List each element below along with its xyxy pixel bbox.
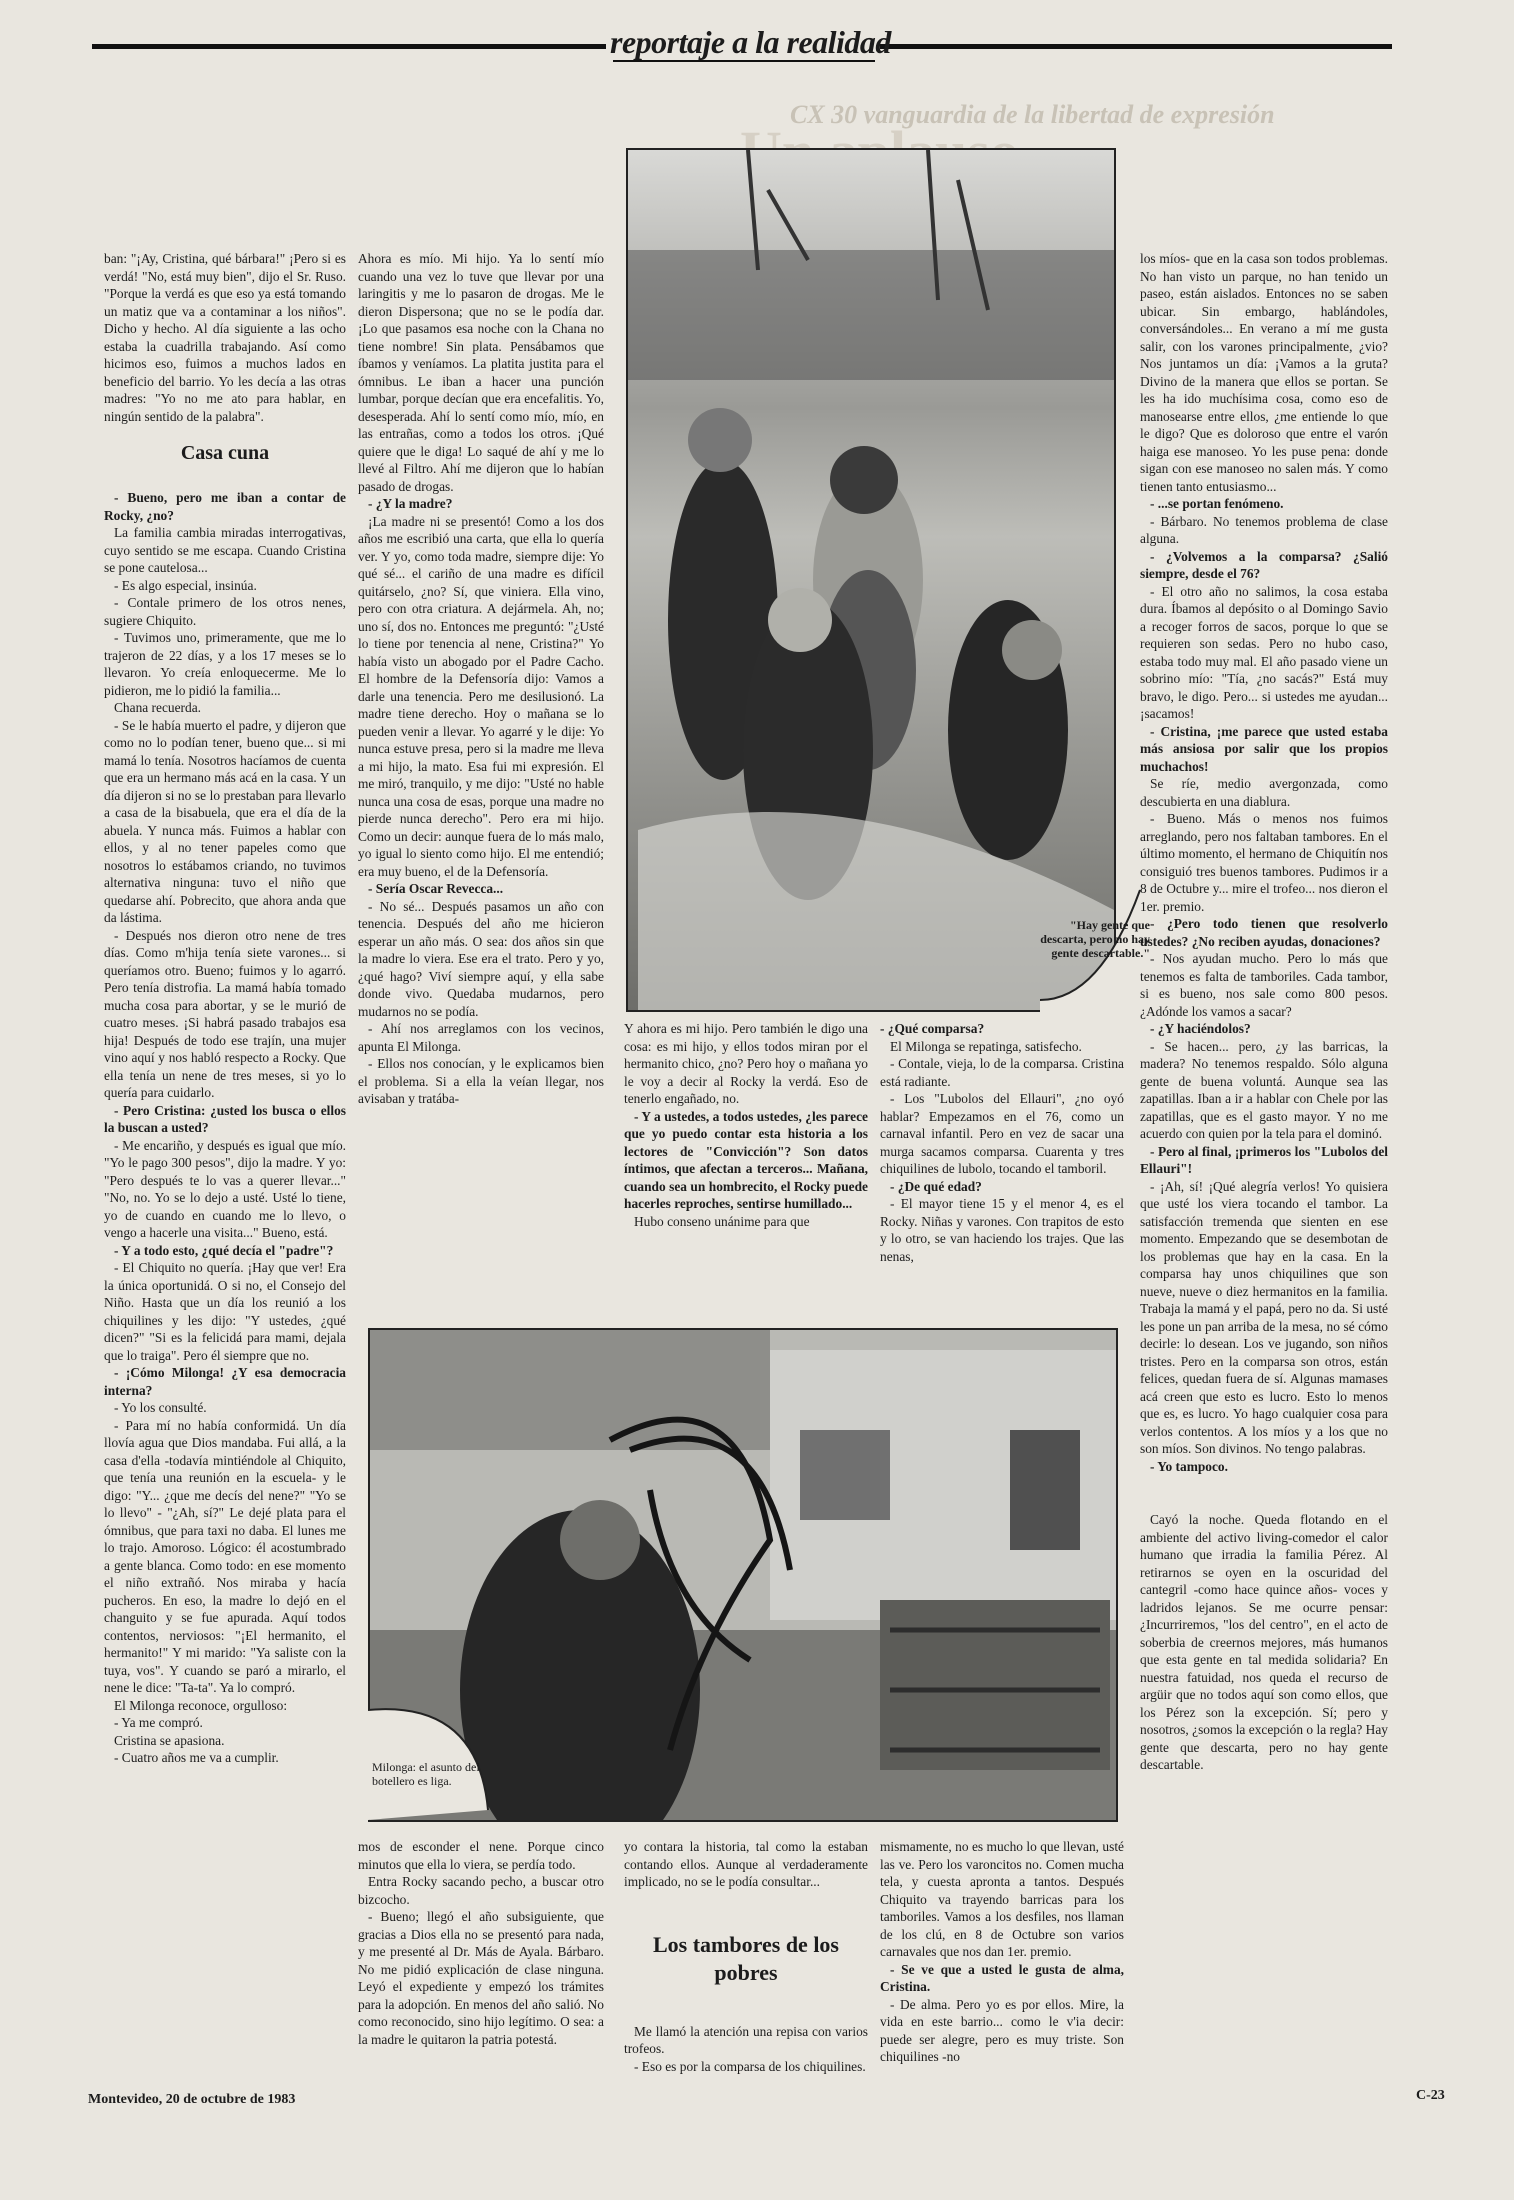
- paragraph: Se ríe, medio avergonzada, como descubierta en una diablura.: [1140, 776, 1388, 809]
- footer-date: Montevideo, 20 de octubre de 1983: [88, 2092, 296, 2107]
- paragraph: - Ya me compró.: [114, 1715, 203, 1730]
- photo-children-caption: "Hay gente que descarta, pero no hay gente descartable.": [1040, 918, 1150, 960]
- question: - ...se portan fenómeno.: [1150, 496, 1284, 511]
- paragraph: - No sé... Después pasamos un año con tenencia. Después del año me hicieron esperar un año más. O sea: dos años sin que la madre lo viera. Ese era el trato. Pero y yo, ¿qué hago? Viví siempre aquí, y ella sabe donde vivo. Quedaba mudarnos, pero mudarnos no se podía.: [358, 898, 604, 1019]
- paragraph: - Bueno. Más o menos nos fuimos arreglando, pero nos faltaban tambores. En el último momento, el hermano de Chiquitín nos consiguió tres buenos tambores. Pudimos ir a 8 de Octubre y... mire el trofeo... nos dieron el 1er. premio.: [1140, 811, 1388, 914]
- question: - Yo tampoco.: [1150, 1458, 1228, 1474]
- photo-milonga-caption: Milonga: el asunto del botellero es liga.: [372, 1760, 480, 1788]
- closing-paragraph: Cayó la noche. Queda flotando en el ambiente del activo living-comedor el calor humano que irradia la familia Pérez. Al retirarnos se oyen en la oscuridad del cantegril -como hace quince años- voces y ladridos lejanos. Se me ocurre pensar: ¿Incurriremos, "los del centro", en el acto de soberbia de creernos mejores, más humanos que esta gente en tal medida solidaria? En nuestra fatuidad, nos queda el recurso de argüir que no todos aquí son como ellos, que los Pérez son la excepción. Sí; pero y nosotros, ¿somos la excepción o la regla? Hay gente que descarta, pero no hay gente descartable.: [1140, 1512, 1388, 1772]
- paragraph: yo contara la historia, tal como la estaban contando ellos. Aunque al verdaderamente implicado, no se le podía consultar...: [624, 1839, 868, 1889]
- paragraph: - Cuatro años me va a cumplir.: [114, 1750, 279, 1765]
- paragraph: - Me encariño, y después es igual que mío. "Yo le pago 300 pesos", dijo la madre. Y yo: "Pero después te lo vas a querer llevar..." "No, no. Yo se lo dejo a usté. Usté lo tiene, yo de cuando en cuando me lo llevo, o vengo a hacerle una visita..." Bueno, está.: [104, 1137, 346, 1240]
- caption-bubble-2: [368, 1690, 508, 1820]
- paragraph: - Ellos nos conocían, y le explicamos bien el problema. Si a ella la veían llegar, nos avisaban y tratába-: [358, 1056, 604, 1106]
- paragraph: - Ahí nos arreglamos con los vecinos, apunta El Milonga.: [358, 1021, 604, 1054]
- column-3-bottom: [624, 1838, 868, 2075]
- paragraph: los míos- que en la casa son todos problemas. No han visto un parque, no han tenido un paseo, están aislados. Entonces no se saben ubicar. Sin embargo, hablándoles, conversándoles... En verano a mí me gusta salir, con los varones principalmente, ¿vio? Nos juntamos un día: ¡Vamos a la gruta? Divino de la manera que ellos se portan. Se les ha ido muchísima cosa, como eso de manosearse entre ellos, ¿me entiende lo que le digo? Que es doloroso que entre el varón haiga ese manoseo. Yo les puse pena: donde sigan con ese manoseo no salen más. Y como tienen tanto entusiasmo...: [1140, 251, 1388, 494]
- column-1: [104, 250, 346, 1767]
- paragraph: - El mayor tiene 15 y el menor 4, es el Rocky. Niñas y varones. Con trapitos de esto y lo otro, se van haciendo los trajes. Que las nenas,: [880, 1196, 1124, 1264]
- bleed-through-line1: CX 30 vanguardia de la libertad de expresión: [790, 100, 1275, 129]
- question: - ¿Y la madre?: [368, 496, 453, 511]
- paragraph: Cristina se apasiona.: [114, 1732, 225, 1748]
- question: - ¿De qué edad?: [890, 1178, 982, 1194]
- question: - ¿Pero todo tienen que resolverlo ustedes? ¿No reciben ayudas, donaciones?: [1140, 916, 1388, 949]
- paragraph: - Es algo especial, insinúa.: [114, 577, 257, 593]
- paragraph: Y ahora es mi hijo. Pero también le digo una cosa: es mi hijo, y ellos todos miran por el hermanito chico, ¿no? Pero hoy o mañana yo le voy a decir al Rocky la verdá. Eso de tenerlo engañado, no.: [624, 1021, 868, 1106]
- paragraph: Me llamó la atención una repisa con varios trofeos.: [624, 2023, 868, 2056]
- paragraph: ban: "¡Ay, Cristina, qué bárbara!" ¡Pero si es verdá! "No, está muy bien", dijo el Sr. Ruso. "Porque la verdá es que eso ya está tomando un matiz que va a contaminar a los niños". Dicho y hecho. Al día siguiente a las ocho estaba la cuadrilla trabajando. Así como hicimos eso, fuimos a muchos lados en beneficio del barrio. Yo les decía a las otras madres: "Yo no me ato para hablar, en ningún sentido de la palabra".: [104, 251, 346, 424]
- paragraph: - Se hacen... pero, ¿y las barricas, la madera? No tenemos respaldo. Sólo alguna gente de buena voluntá. Aunque sea las zapatillas. Iban a ir a hablar con Chele por las zapatillas, que es el gasto mayor. Y no me acuerdo con quien por la tela para el dominó.: [1140, 1038, 1388, 1141]
- header-rule-right: [880, 44, 1392, 49]
- question: - Sería Oscar Revecca...: [368, 881, 504, 896]
- column-5: [1140, 250, 1388, 1774]
- paragraph: Ahora es mío. Mi hijo. Ya lo sentí mío cuando una vez lo tuve que llevar por una laringitis y me lo pasaron de drogas. Me le dieron Dispersona; que no se le podía dar. ¡Lo que pasamos esa noche con la Chana no tiene nombre! Sin plata. Pensábamos que íbamos y veníamos. La platita justita para el ómnibus. Le iban a hacer una punción lumbar, porque decían que era encefalitis. Yo, desesperada. Ahí lo sentí como mío, mío, en las entrañas, como a todos los otros. ¡Qué quiere que le diga! Lo saqué de ahí y me lo llevé al Filtro. Ahí me dijeron que lo habían pasado de drogas.: [358, 251, 604, 494]
- question: - Bueno, pero me iban a contar de Rocky, ¿no?: [104, 490, 346, 523]
- column-2-bottom: [358, 1838, 604, 2048]
- paragraph: - Después nos dieron otro nene de tres días. Como m'hija tenía siete varones... si queríamos otro. Bueno; fuimos y lo agarró. Pero tenía distrofia. La mamá había tomado mucha cosa para abortar, y se le murió de cuatro meses. ¡Si habrá pasado trabajos esa hija! Después de todo ese trajín, una mujer vino aquí y nos habló respecto a Rocky. Que ella tenía un nene de tres meses, si yo lo quería para cuidarlo.: [104, 927, 346, 1100]
- question: - Se ve que a usted le gusta de alma, Cristina.: [880, 1961, 1124, 1994]
- paragraph: - Se le había muerto el padre, y dijeron que como no lo podían tener, bueno que... si mi mamá lo tenía. Nosotros hacíamos de cuenta que era un hermano más acá en la casa. Y un día dijeron si no se lo prestaban para llevarlo a casa de la bisabuela, que era el día de la abuela. Y nunca más. Fuimos a hablar con ellos, y al no tener papeles como que nosotros lo estábamos criando, no tuvimos alternativa ninguna: tuvo el niño que quedarse ahí. Pobrecito, que ahora anda que da lástima.: [104, 717, 346, 925]
- paragraph: - Los "Lubolos del Ellauri", ¿no oyó hablar? Empezamos en el 76, como un carnaval infantil. Pero en vez de sacar una murga sacamos comparsa. Cuarenta y tres chiquilines de lubolo, tocando el tamboril.: [880, 1091, 1124, 1176]
- column-4-middle: [880, 1020, 1124, 1265]
- paragraph: - El Chiquito no quería. ¡Hay que ver! Era la única oportunidá. O si no, el Consejo del Niño. Hasta que un día los reunió a los chiquilines y les dijo: "Y ustedes, ¿qué dicen?" "Si es la felicidá para mami, dejala que lo traiga". Pero él siempre que no.: [104, 1260, 346, 1363]
- paragraph: - Contale primero de los otros nenes, sugiere Chiquito.: [104, 595, 346, 628]
- paragraph: - Tuvimos uno, primeramente, que me lo trajeron de 22 días, y a los 17 meses se lo llevaron. Yo creía enloquecerme. Me lo pidieron, me lo pidió la familia...: [104, 630, 346, 698]
- paragraph: - Bueno; llegó el año subsiguiente, que gracias a Dios ella no se presentó para nada, y me presenté al Dr. Más de Ayala. Bárbaro. No me pidió explicación de clase ninguna. Leyó el expediente y empezó los trámites para la adopción. En menos del año salió. No como reconocido, sino hijo legítimo. O sea: a la madre le quitaron la patria potestá.: [358, 1909, 604, 2047]
- paragraph: Chana recuerda.: [114, 700, 201, 715]
- paragraph: mismamente, no es mucho lo que llevan, usté las ve. Pero los varoncitos no. Comen mucha tela, y cuesta apronta a tantos. Después Chiquito va trayendo barricas para los tamboriles. Vamos a los desfiles, nos llaman de los clú, en 8 de Octubre son varios carnavales que nos dan 1er. premio.: [880, 1839, 1124, 1959]
- paragraph: - Bárbaro. No tenemos problema de clase alguna.: [1140, 513, 1388, 546]
- question: - ¡Cómo Milonga! ¿Y esa democracia interna?: [104, 1365, 346, 1398]
- question: - Y a todo esto, ¿qué decía el "padre"?: [114, 1242, 334, 1258]
- question: - ¿Qué comparsa?: [880, 1021, 985, 1036]
- question: - Pero Cristina: ¿usted los busca o ellos la buscan a usted?: [104, 1102, 346, 1135]
- question: - Pero al final, ¡primeros los "Lubolos del Ellauri"!: [1140, 1143, 1388, 1176]
- column-2-top: [358, 250, 604, 1108]
- header-underline: [613, 60, 875, 62]
- paragraph: - Yo los consulté.: [114, 1400, 207, 1415]
- question: - ¿Volvemos a la comparsa? ¿Salió siempre, desde el 76?: [1140, 548, 1388, 581]
- paragraph: - Eso es por la comparsa de los chiquilines.: [634, 2058, 866, 2074]
- column-3-middle: [624, 1020, 868, 1230]
- question: - Y a ustedes, a todos ustedes, ¿les parece que yo puedo contar esta historia a los lectores de "Convicción"? Son datos íntimos, que afectan a terceros... Mañana, cuando sea un hombrecito, el Rocky puede hacerles reproches, sentirse humillado...: [624, 1108, 868, 1211]
- column-4-bottom: [880, 1838, 1124, 2066]
- paragraph: Entra Rocky sacando pecho, a buscar otro bizcocho.: [358, 1874, 604, 1907]
- paragraph: - Para mí no había conformidá. Un día llovía agua que Dios mandaba. Fui allá, a la casa d'ella -todavía mintiéndole al Chiquito, que tenía una reunión en la escuela- y le digo: "Y... ¿que me decís del nene?" "Yo se lo llevo" - "¿Ah, sí?" Le dejé plata para el ómnibus, que para taxi no daba. El lunes me lo trajo. Amoroso. Lógico: él acostumbrado a gente blanca. Como todo: en ese momento el niño extrañó. Nos miraba y hacía pucheros. En eso, la madre lo dejó en el changuito y se fue apurada. Aquí todos contentos, nerviosos: "¡El hermanito, el hermanito!" Y mi marido: "Ya saliste con la tuya, vos". Y cuando se paró a mirarlo, el nene le dice: "Ta-ta". Ya lo compró.: [104, 1417, 346, 1695]
- paragraph: - Nos ayudan mucho. Pero lo más que tenemos es falta de tamboriles. Cada tambor, si es bueno, nos sale como 800 pesos. ¿Adónde los vamos a sacar?: [1140, 951, 1388, 1019]
- header-rule-left: [92, 44, 606, 49]
- paragraph: mos de esconder el nene. Porque cinco minutos que ella lo viera, se perdía todo.: [358, 1839, 604, 1872]
- question: - Cristina, ¡me parece que usted estaba más ansiosa por salir que los propios muchachos!: [1140, 723, 1388, 774]
- paragraph: - Contale, vieja, lo de la comparsa. Cristina está radiante.: [880, 1056, 1124, 1089]
- question: - ¿Y haciéndolos?: [1150, 1021, 1251, 1036]
- subheading-tambores: Los tambores de los pobres: [653, 1931, 839, 1985]
- subheading-casa-cuna: Casa cuna: [180, 442, 270, 464]
- section-header: reportaje a la realidad: [610, 24, 891, 60]
- paragraph: El Milonga se repatinga, satisfecho.: [890, 1038, 1082, 1054]
- paragraph: La familia cambia miradas interrogativas, cuyo sentido se me escapa. Cuando Cristina se pone cautelosa...: [104, 525, 346, 575]
- paragraph: - El otro año no salimos, la cosa estaba dura. Íbamos al depósito o al Domingo Savio a recoger forros de sacos, porque lo que se requieren son sedas. Pero no hubo caso, estaba todo muy mal. El año pasado viene un sobrino mío: "Tía, ¿no sacás?" Está muy bravo, le digo. Pero... si ustedes me ayudan... ¡sacamos!: [1140, 583, 1388, 721]
- paragraph: - De alma. Pero yo es por ellos. Mire, la vida en este barrio... como le v'ia decir: puede ser alegre, pero es muy triste. Son chiquilines -no: [880, 1996, 1124, 2064]
- paragraph: El Milonga reconoce, orgulloso:: [114, 1697, 288, 1713]
- paragraph: ¡La madre ni se presentó! Como a los dos años me escribió una carta, que ella lo quería ver. Y yo, como toda madre, siempre dije: Yo qué sé... el cariño de una madre es difícil quitárselo, ¿no? Sí, que viniera. Ella vino, pero con otra criatura. A dejármela. Ah, no; uno sí, dos no. Entonces me preguntó: "¿Usté lo tiene por tenencia al nene, Cristina?" Yo había visto un abogado por el Padre Cacho. El hombre de la Defensoría dijo: Vamos a darle una tenencia. Pero me desilusionó. La madre tiene derecho. Hoy o mañana se lo pueden venir a llevar. Yo agarré y le dije: Yo nunca estuve presa, pero si la madre me lleva a mi hijo, la mato. Esa fui mi expresión. El me miró, tranquilo, y me dijo: "Usté no hable nunca una cosa de esas, porque una madre no pierde nunca derecho". Pero era mi hijo. Como un decir: aunque fuera de lo más malo, yo igual lo siento como hijo. El me entendió; era muy bueno, el de la Defensoría.: [358, 513, 604, 879]
- paragraph: - ¡Ah, sí! ¡Qué alegría verlos! Yo quisiera que usté los viera tocando el tambor. La satisfacción tremenda que sienten en ese momento. Empezando que se desembotan de los problemas que hay en la casa. En la comparsa hay unos chiquilines que son nueve, nueve o diez hermanitos en la familia. Trabaja la mamá y el papá, pero no da. Si usté les pone un pan arriba de la mesa, no sé cómo decirle: lo desean. Los ve jugando, son niños tristes. Pero en la comparsa son otros, están felices, quedan fuera de sí. Algunas mamases acá creen que esto es lucro. Esto lo menos que es, es lucro. Yo hago cualquier cosa para verlos contentos. A los míos y a los que no son míos. Son divinos. No tengo palabras.: [1140, 1178, 1388, 1456]
- paragraph: Hubo conseno unánime para que: [634, 1213, 810, 1229]
- page-number: C-23: [1416, 2088, 1445, 2103]
